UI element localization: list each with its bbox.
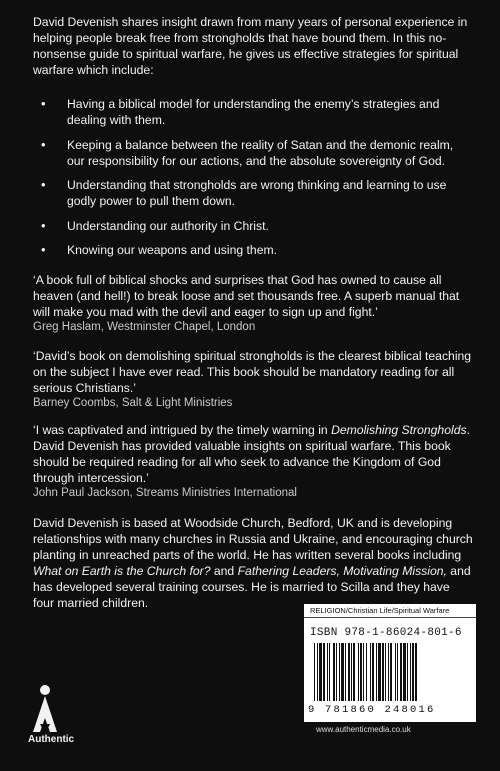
intro-paragraph: David Devenish shares insight drawn from many years of personal experience in helping people break free from strongholds that have bound them. In this no-nonsense guide to spiritual warfare, he gives us effective strategies for spiritual warfare which include:	[33, 15, 468, 77]
website-url: www.authenticmedia.co.uk	[316, 725, 411, 734]
bullet-icon: •	[41, 217, 46, 233]
bullet-icon: •	[41, 136, 46, 152]
barcode-icon	[310, 643, 470, 703]
quote-text: ‘I was captivated and intrigued by the timely warning in Demolishing Strongholds. David Devenish has provided valuable insights on spiritual warfare. This book should be required reading for all who seek to advance the Kingdom of God through intercession.’	[33, 423, 470, 485]
isbn-label: ISBN 978-1-86024-801-6	[310, 627, 462, 639]
bullet-icon: •	[41, 242, 46, 257]
barcode-digits: 9 781860 248016	[308, 704, 436, 716]
bullet-icon: •	[41, 96, 46, 111]
quote-text: ‘A book full of biblical shocks and surprises that God has owned to cause all heaven (and hell!) to break loose and set thousands free. A superb manual that will make you mad with the devil and eager to sign up and fight.’	[33, 273, 460, 319]
category-label: RELIGION/Christian Life/Spiritual Warfare	[304, 604, 476, 618]
endorsement-quote	[33, 348, 473, 411]
barcode-panel	[304, 604, 476, 722]
quote-attribution: Greg Haslam, Westminster Chapel, London	[33, 321, 256, 333]
publisher-name: Authentic	[28, 734, 75, 745]
bullet-icon: •	[41, 177, 46, 192]
quote-attribution: Barney Coombs, Salt & Light Ministries	[33, 397, 233, 409]
quote-text: ‘David’s book on demolishing spiritual strongholds is the clearest biblical teaching on the subject I have ever read. This book should be mandatory reading for all serious Christians.’	[33, 349, 472, 395]
list-item: • Understanding our authority in Christ.	[41, 217, 269, 233]
quote-attribution: John Paul Jackson, Streams Ministries International	[33, 487, 297, 499]
book-title: What on Earth is the Church for?	[33, 564, 211, 578]
list-item: • Keeping a balance between the reality of Satan and the demonic realm, our responsibility for our actions, and the absolute sovereignty of God.	[41, 136, 454, 168]
list-item: • Having a biblical model for understanding the enemy’s strategies and dealing with them.	[41, 96, 440, 127]
endorsement-quote	[33, 272, 473, 335]
list-item: • Knowing our weapons and using them.	[41, 242, 278, 257]
list-item: • Understanding that strongholds are wrong thinking and learning to use godly power to pull them down.	[41, 177, 447, 208]
strategy-list	[33, 96, 473, 267]
author-bio: David Devenish is based at Woodside Church, Bedford, UK and is developing relationships with many churches in Russia and Ukraine, and encouraging church planting in unreached parts of the world. He has written several books including What on Earth is the Church for? and Fathering Leaders, Motivating Mission, and has developed several training courses. He is married to Scilla and they have four married children.	[33, 516, 473, 610]
book-title: Fathering Leaders, Motivating Mission,	[237, 564, 447, 578]
book-title: Demolishing Strongholds	[331, 423, 467, 437]
endorsement-quote	[33, 422, 473, 501]
